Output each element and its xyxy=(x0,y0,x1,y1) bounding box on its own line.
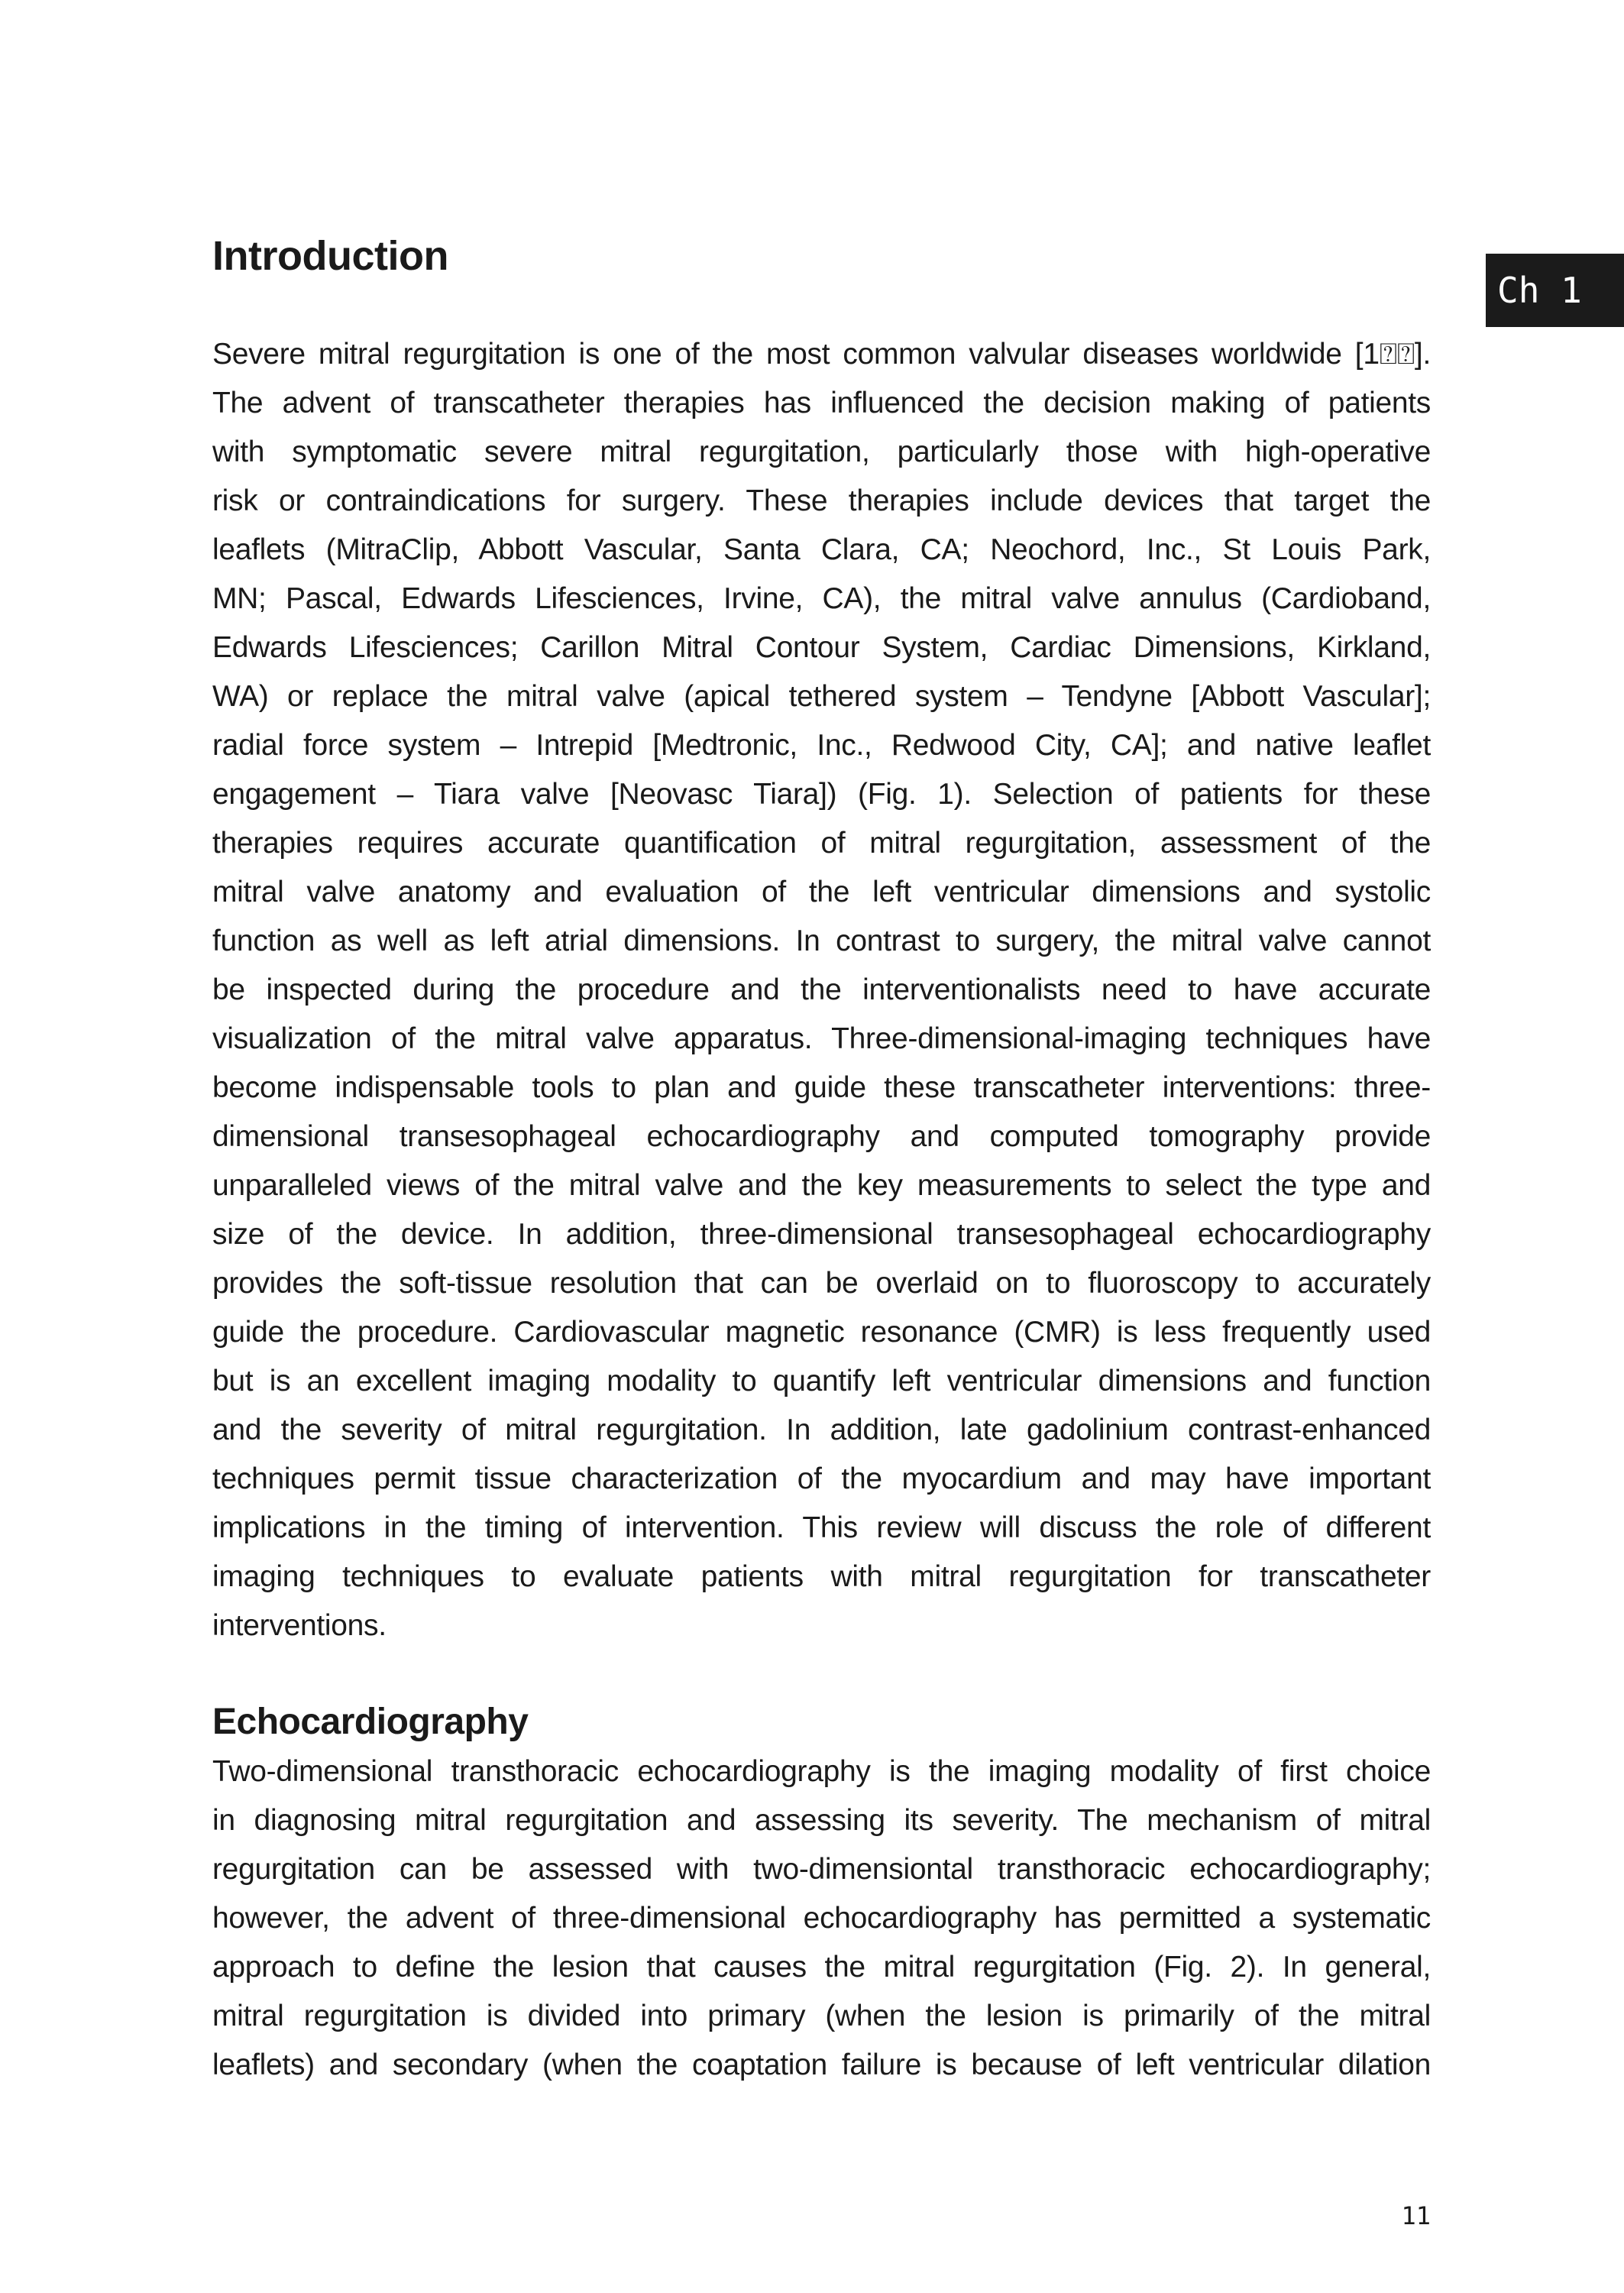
text-line: imaging techniques to evaluate patients with mitral regurgitation for transcatheter xyxy=(212,1560,1431,1593)
text-line: in diagnosing mitral regurgitation and assessing its severity. The mechanism of mitral xyxy=(212,1804,1431,1837)
text-line: risk or contraindications for surgery. These therapies include devices that target the xyxy=(212,484,1431,517)
chapter-badge: Ch 1 xyxy=(1486,254,1624,327)
text-line: WA) or replace the mitral valve (apical tethered system – Tendyne [Abbott Vascular]; xyxy=(212,680,1431,713)
text-line: however, the advent of three-dimensional echocardiography has permitted a systematic xyxy=(212,1902,1431,1935)
text-line: be inspected during the procedure and the interventionalists need to have accurate xyxy=(212,973,1431,1006)
text-line: interventions. xyxy=(212,1609,387,1642)
text-line: leaflets (MitraClip, Abbott Vascular, Santa Clara, CA; Neochord, Inc., St Louis Park, xyxy=(212,533,1431,566)
text-line: radial force system – Intrepid [Medtronic, Inc., Redwood City, CA]; and native leaflet xyxy=(212,729,1431,762)
text-line: function as well as left atrial dimensions. In contrast to surgery, the mitral valve cannot xyxy=(212,925,1431,957)
text-line: guide the procedure. Cardiovascular magnetic resonance (CMR) is less frequently used xyxy=(212,1316,1431,1349)
text-line: and the severity of mitral regurgitation. In addition, late gadolinium contrast-enhanced xyxy=(212,1414,1431,1446)
text-line: leaflets) and secondary (when the coaptation failure is because of left ventricular dilation xyxy=(212,2048,1431,2081)
page-number: 11 xyxy=(1401,2201,1431,2230)
text-line: MN; Pascal, Edwards Lifesciences, Irvine, CA), the mitral valve annulus (Cardioband, xyxy=(212,582,1431,615)
text-line: approach to define the lesion that causes the mitral regurgitation (Fig. 2). In general, xyxy=(212,1951,1431,1984)
text-line: mitral valve anatomy and evaluation of the left ventricular dimensions and systolic xyxy=(212,876,1431,908)
text-line: size of the device. In addition, three-dimensional transesophageal echocardiography xyxy=(212,1218,1431,1251)
text-line: therapies requires accurate quantification of mitral regurgitation, assessment of the xyxy=(212,827,1431,860)
paragraph-introduction xyxy=(212,330,1431,1650)
text-line: implications in the timing of intervention. This review will discuss the role of different xyxy=(212,1511,1431,1544)
text-line: Edwards Lifesciences; Carillon Mitral Contour System, Cardiac Dimensions, Kirkland, xyxy=(212,631,1431,664)
text-line: Two-dimensional transthoracic echocardiography is the imaging modality of first choice xyxy=(212,1755,1431,1788)
text-line: techniques permit tissue characterization of the myocardium and may have important xyxy=(212,1462,1431,1495)
text-line: regurgitation can be assessed with two-dimensiontal transthoracic echocardiography; xyxy=(212,1853,1431,1886)
section-heading-introduction: Introduction xyxy=(212,233,448,279)
text-line: unparalleled views of the mitral valve and the key measurements to select the type and xyxy=(212,1169,1431,1202)
text-line: but is an excellent imaging modality to quantify left ventricular dimensions and function xyxy=(212,1365,1431,1397)
text-line: become indispensable tools to plan and guide these transcatheter interventions: three- xyxy=(212,1071,1431,1104)
text-line: The advent of transcatheter therapies has influenced the decision making of patients xyxy=(212,387,1431,419)
text-line: visualization of the mitral valve apparatus. Three-dimensional-imaging techniques have xyxy=(212,1022,1431,1055)
text-line: engagement – Tiara valve [Neovasc Tiara]) (Fig. 1). Selection of patients for these xyxy=(212,778,1431,811)
text-line: with symptomatic severe mitral regurgitation, particularly those with high-operative xyxy=(212,436,1431,468)
text-line: dimensional transesophageal echocardiography and computed tomography provide xyxy=(212,1120,1431,1153)
section-heading-echocardiography: Echocardiography xyxy=(212,1702,529,1742)
text-line: Severe mitral regurgitation is one of the most common valvular diseases worldwide [1⍰⍰]. xyxy=(212,338,1431,371)
text-line: provides the soft-tissue resolution that can be overlaid on to fluoroscopy to accurately xyxy=(212,1267,1431,1300)
text-line: mitral regurgitation is divided into primary (when the lesion is primarily of the mitral xyxy=(212,2000,1431,2032)
paragraph-echocardiography xyxy=(212,1747,1431,2090)
